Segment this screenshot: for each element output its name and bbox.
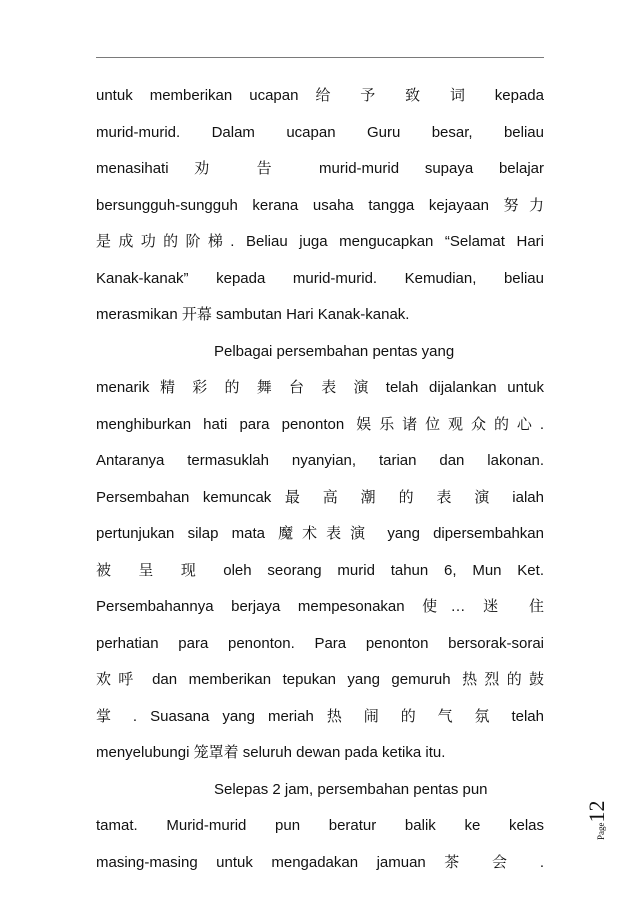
page-label: Page	[596, 822, 606, 840]
paragraph-start-line: Selepas 2 jam, persembahan pentas pun	[214, 780, 488, 798]
paragraph-start-line: Pelbagai persembahan pentas yang	[214, 342, 455, 360]
page-number: 12	[584, 800, 609, 823]
document-body	[96, 78, 544, 881]
text-line: untuk memberikan ucapan 给 予 致 词 kepada	[96, 87, 544, 104]
text-line: murid-murid. Dalam ucapan Guru besar, beliau	[96, 123, 544, 141]
text-line: tamat. Murid-murid pun beratur balik ke kelas	[96, 817, 544, 834]
text-line: 被 呈 现 oleh seorang murid tahun 6, Mun Ket.	[96, 561, 544, 579]
text-line: 是成功的阶梯. Beliau juga mengucapkan “Selamat Hari	[96, 233, 544, 250]
text-line: Antaranya termasuklah nyanyian, tarian dan lakonan.	[96, 452, 544, 469]
text-line: Persembahannya berjaya mempesonakan 使… 迷 住	[96, 598, 544, 615]
text-line: 欢呼 dan memberikan tepukan yang gemuruh 热烈的鼓	[96, 671, 544, 688]
text-line: 掌 . Suasana yang meriah 热 闹 的 气 氛 telah	[96, 707, 544, 725]
text-line: merasmikan 开幕 sambutan Hari Kanak-kanak.	[96, 306, 410, 323]
text-line: perhatian para penonton. Para penonton bersorak-sorai	[96, 634, 544, 652]
text-line: menyelubungi 笼罩着 seluruh dewan pada ketika itu.	[96, 744, 446, 761]
text-line: menasihati 劝 告 murid-murid supaya belajar	[96, 160, 544, 177]
text-line: menarik 精 彩 的 舞 台 表 演 telah dijalankan untuk	[96, 379, 544, 396]
text-line: bersungguh-sungguh kerana usaha tangga kejayaan 努力	[96, 196, 544, 214]
page-footer	[584, 770, 610, 840]
text-line: Kanak-kanak” kepada murid-murid. Kemudian, beliau	[96, 269, 544, 287]
text-line: Persembahan kemuncak 最 高 潮 的 表 演 ialah	[96, 488, 544, 506]
text-line: menghiburkan hati para penonton 娱乐诸位观众的心.	[96, 415, 544, 433]
header-divider	[96, 57, 544, 58]
text-line: masing-masing untuk mengadakan jamuan 茶 会 .	[96, 853, 544, 871]
page-number-group	[584, 801, 610, 841]
text-line: pertunjukan silap mata 魔术表演 yang dipersembahkan	[96, 525, 544, 542]
